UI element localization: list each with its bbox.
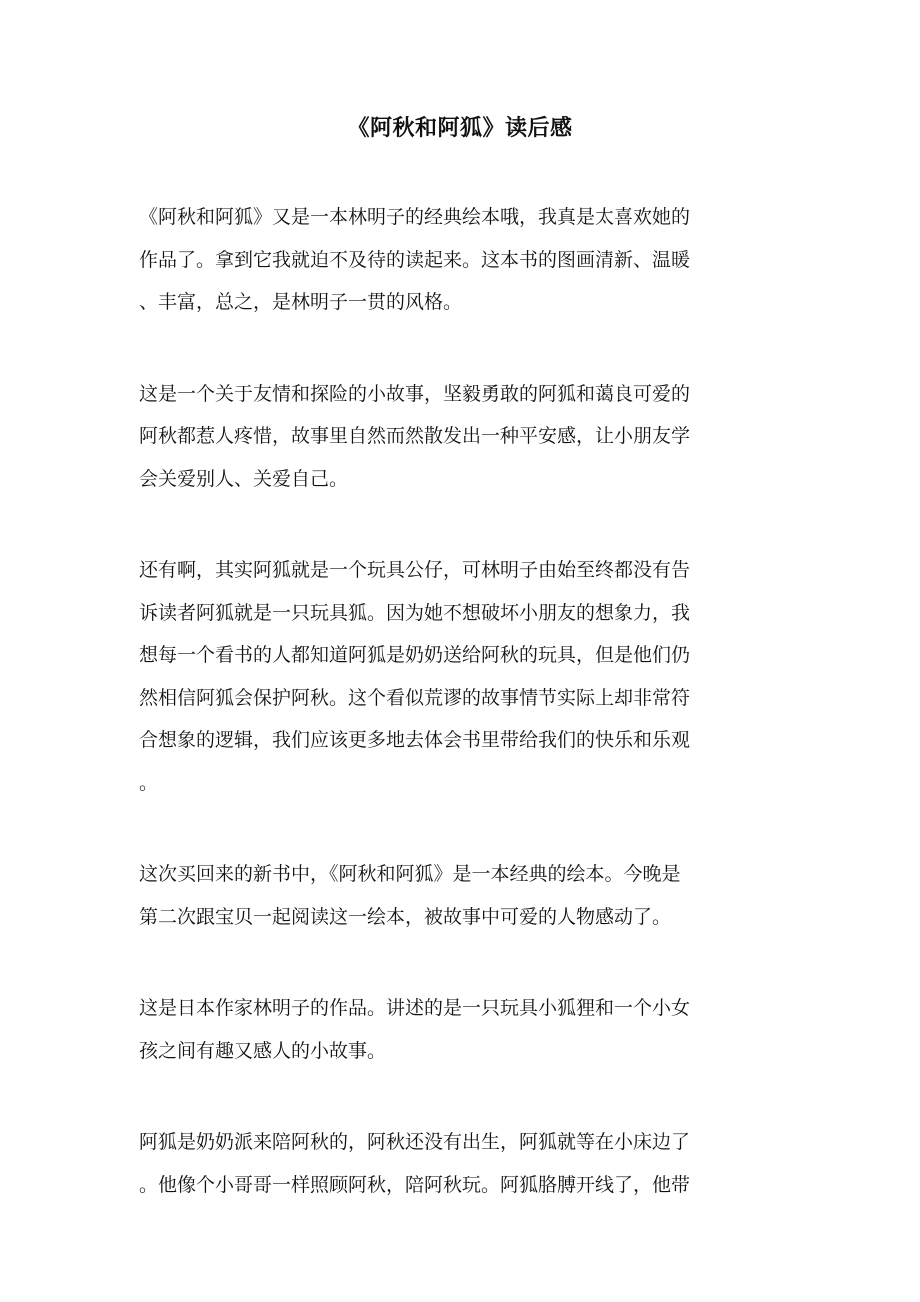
paragraph-2 — [139, 373, 781, 501]
paragraph-4 — [139, 853, 781, 938]
text-line: 会关爱别人、关爱自己。 — [139, 467, 349, 490]
text-line: 这次买回来的新书中，《阿秋和阿狐》是一本经典的绘本。今晚是 — [139, 863, 681, 885]
paragraph-5 — [139, 987, 781, 1072]
text-line: 阿秋都惹人疼惜，故事里自然而然散发出一种平安感，让小朋友学 — [139, 425, 691, 447]
paragraph-6 — [139, 1121, 781, 1206]
text-line: 想每一个看书的人都知道阿狐是奶奶送给阿秋的玩具，但是他们仍 — [139, 644, 691, 666]
text-line: 第二次跟宝贝一起阅读这一绘本，被故事中可爱的人物感动了。 — [139, 905, 672, 928]
text-line: 、丰富，总之，是林明子一贯的风格。 — [139, 291, 463, 313]
text-line: 还有啊，其实阿狐就是一个玩具公仔，可林明子由始至终都没有告 — [139, 559, 691, 581]
text-line: 合想象的逻辑，我们应该更多地去体会书里带给我们的快乐和乐观 — [139, 729, 691, 751]
text-line: 《阿秋和阿狐》又是一本林明子的经典绘本哦，我真是太喜欢她的 — [139, 206, 691, 228]
document-title: 《阿秋和阿狐》读后感 — [347, 115, 573, 141]
document-body — [139, 196, 781, 1255]
text-line: 这是日本作家林明子的作品。讲述的是一只玩具小狐狸和一个小女 — [139, 997, 691, 1019]
text-line: 诉读者阿狐就是一只玩具狐。因为她不想破坏小朋友的想象力，我 — [139, 601, 691, 624]
text-line: 。他像个小哥哥一样照顾阿秋，陪阿秋玩。阿狐胳膊开线了，他带 — [139, 1173, 691, 1196]
text-line: 阿狐是奶奶派来陪阿秋的，阿秋还没有出生，阿狐就等在小床边了 — [139, 1131, 691, 1153]
text-line: 。 — [139, 771, 159, 794]
text-line: 作品了。拿到它我就迫不及待的读起来。这本书的图画清新、温暖 — [139, 248, 691, 271]
text-line: 然相信阿狐会保护阿秋。这个看似荒谬的故事情节实际上却非常符 — [139, 686, 691, 709]
paragraph-1 — [139, 196, 781, 324]
paragraph-3 — [139, 549, 781, 804]
text-line: 这是一个关于友情和探险的小故事，坚毅勇敢的阿狐和蔼良可爱的 — [139, 382, 691, 405]
text-line: 孩之间有趣又感人的小故事。 — [139, 1039, 387, 1062]
